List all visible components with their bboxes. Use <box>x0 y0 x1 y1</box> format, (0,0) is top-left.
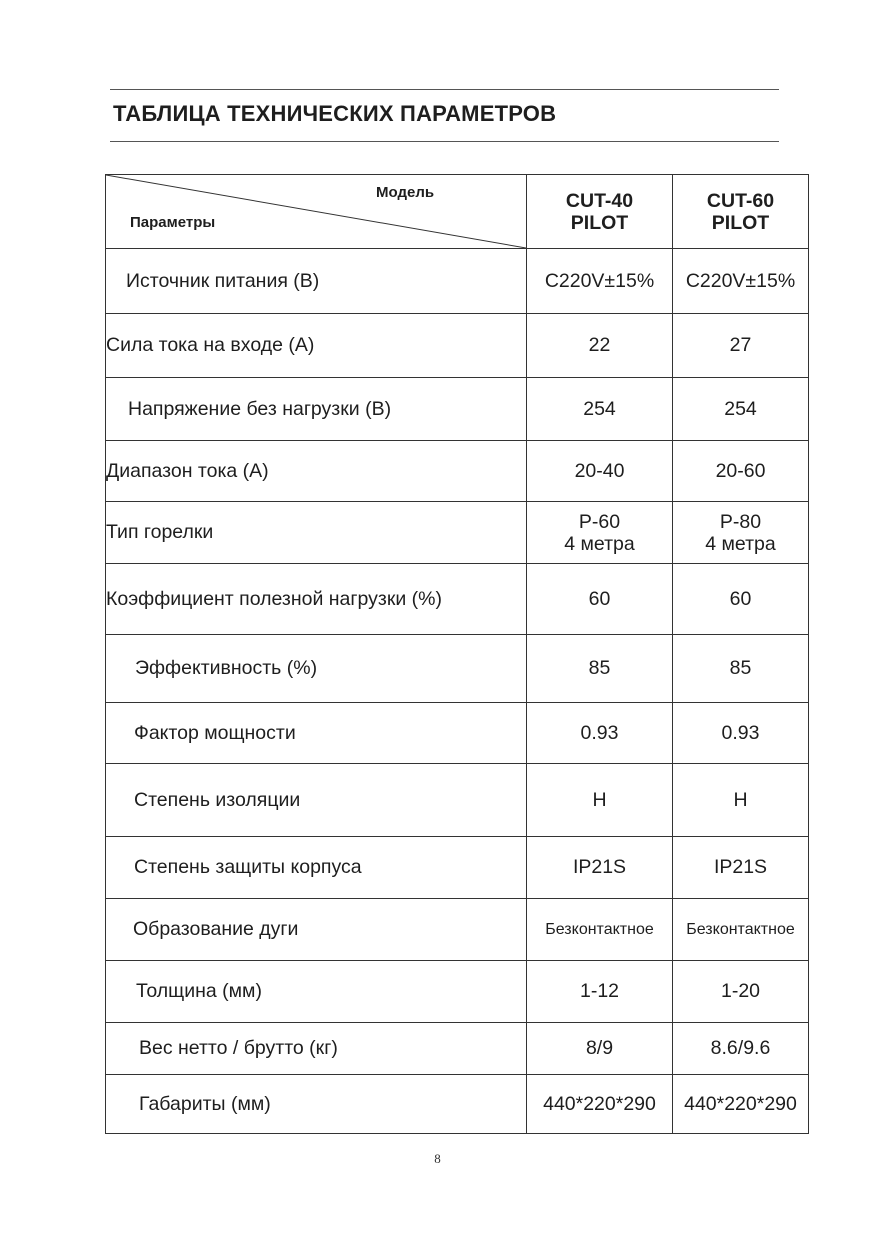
model-variant: PILOT <box>711 211 770 234</box>
value-cut40: Безконтактное <box>527 899 673 961</box>
table-row <box>106 378 809 441</box>
table-header-row <box>106 175 809 249</box>
value-cut40: 1-12 <box>527 961 673 1023</box>
value-cut40: 0.93 <box>527 703 673 764</box>
param-no-load-voltage: Напряжение без нагрузки (В) <box>106 378 527 441</box>
torch-length: 4 метра <box>705 532 776 555</box>
value-cut40: 20-40 <box>527 441 673 502</box>
param-power-factor: Фактор мощности <box>106 703 527 764</box>
value-cut60: 27 <box>673 314 809 378</box>
model-cut60 <box>673 175 809 249</box>
param-current-range: Диапазон тока (А) <box>106 441 527 502</box>
torch-model: P-60 <box>578 510 621 533</box>
top-rule <box>110 89 779 90</box>
table-row <box>106 635 809 703</box>
value-cut60: 60 <box>673 564 809 635</box>
table-row <box>106 249 809 314</box>
table-row <box>106 564 809 635</box>
value-cut60: 440*220*290 <box>673 1075 809 1134</box>
param-input-current: Сила тока на входе (А) <box>106 314 527 378</box>
param-torch-type: Тип горелки <box>106 502 527 564</box>
torch-model: P-80 <box>719 510 762 533</box>
model-name: CUT-40 <box>565 189 634 212</box>
table-row <box>106 837 809 899</box>
param-arc-ignition: Образование дуги <box>106 899 527 961</box>
value-cut40: 8/9 <box>527 1023 673 1075</box>
value-cut60: Безконтактное <box>673 899 809 961</box>
value-cut60 <box>673 502 809 564</box>
title-underline <box>110 141 779 142</box>
param-weight: Вес нетто / брутто (кг) <box>106 1023 527 1075</box>
param-protection-class: Степень защиты корпуса <box>106 837 527 899</box>
parameters-label: Параметры <box>130 214 216 231</box>
table-row <box>106 764 809 837</box>
value-cut60: 85 <box>673 635 809 703</box>
table-row <box>106 703 809 764</box>
param-duty-cycle: Коэффициент полезной нагрузки (%) <box>106 564 527 635</box>
value-cut60: С220V±15% <box>673 249 809 314</box>
table-row <box>106 1075 809 1134</box>
param-thickness: Толщина (мм) <box>106 961 527 1023</box>
page-number: 8 <box>434 1151 441 1166</box>
page-title: ТАБЛИЦА ТЕХНИЧЕСКИХ ПАРАМЕТРОВ <box>113 101 557 126</box>
value-cut40: 254 <box>527 378 673 441</box>
value-cut60: 20-60 <box>673 441 809 502</box>
value-cut60: 8.6/9.6 <box>673 1023 809 1075</box>
param-efficiency: Эффективность (%) <box>106 635 527 703</box>
table-row <box>106 314 809 378</box>
table-row <box>106 899 809 961</box>
header-corner-cell <box>106 175 527 249</box>
value-cut60: 0.93 <box>673 703 809 764</box>
header-diagonal-line <box>106 175 526 248</box>
value-cut60: IP21S <box>673 837 809 899</box>
model-name: CUT-60 <box>706 189 775 212</box>
param-power-source: Источник питания (В) <box>106 249 527 314</box>
value-cut60: 1-20 <box>673 961 809 1023</box>
param-insulation-class: Степень изоляции <box>106 764 527 837</box>
value-cut40 <box>527 502 673 564</box>
parameters-table <box>105 174 809 1134</box>
value-cut40: 440*220*290 <box>527 1075 673 1134</box>
value-cut60: H <box>673 764 809 837</box>
model-variant: PILOT <box>570 211 629 234</box>
value-cut40: IP21S <box>527 837 673 899</box>
model-label: Модель <box>376 184 435 201</box>
table-row <box>106 1023 809 1075</box>
value-cut40: 22 <box>527 314 673 378</box>
param-dimensions: Габариты (мм) <box>106 1075 527 1134</box>
torch-length: 4 метра <box>564 532 635 555</box>
table-row <box>106 502 809 564</box>
value-cut60: 254 <box>673 378 809 441</box>
table-row <box>106 441 809 502</box>
value-cut40: 60 <box>527 564 673 635</box>
value-cut40: 85 <box>527 635 673 703</box>
model-cut40 <box>527 175 673 249</box>
value-cut40: С220V±15% <box>527 249 673 314</box>
table-row <box>106 961 809 1023</box>
value-cut40: H <box>527 764 673 837</box>
